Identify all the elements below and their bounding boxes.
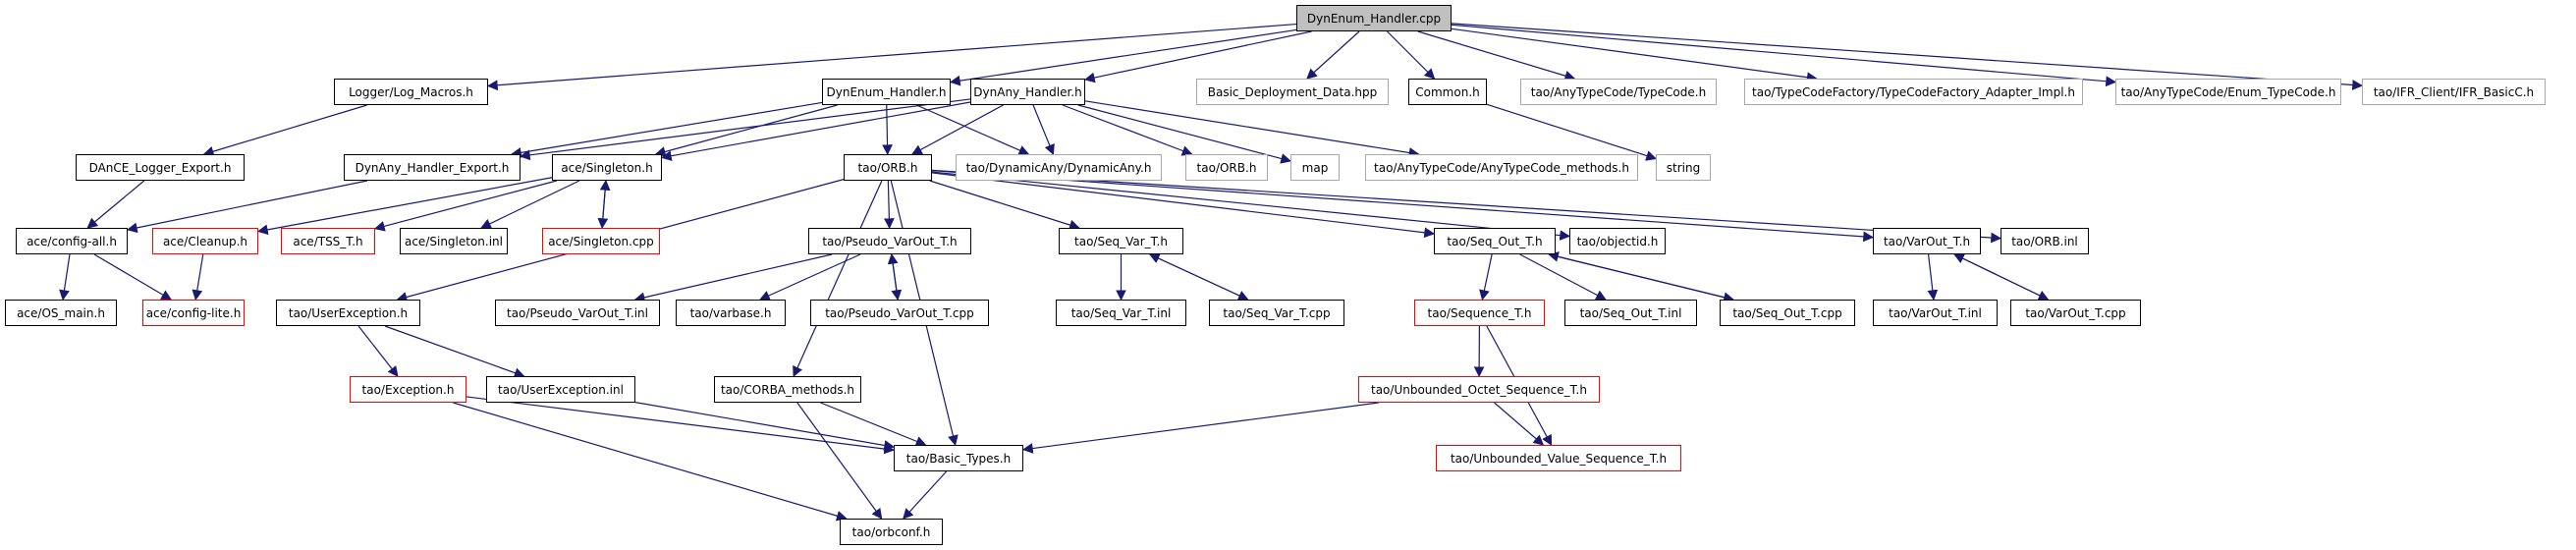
node-tao-basic-types-h[interactable]: tao/Basic_Types.h bbox=[894, 445, 1023, 471]
edge-node-dynany-handler-export-h-to-node-ace-config-all-h bbox=[128, 181, 367, 230]
node-tao-userexception-h[interactable]: tao/UserException.h bbox=[276, 300, 420, 326]
edge-node-tao-pseudo-varout-t-h-to-node-tao-pseudo-varout-t-inl bbox=[635, 254, 832, 300]
node-string: string bbox=[1656, 154, 1711, 181]
edge-node-tao-pseudo-varout-t-cpp-to-node-tao-pseudo-varout-t-h bbox=[892, 254, 898, 300]
node-tao-anytypecode-typecode-h: tao/AnyTypeCode/TypeCode.h bbox=[1520, 79, 1717, 105]
node-logger-log-macros-h[interactable]: Logger/Log_Macros.h bbox=[334, 79, 488, 105]
node-tao-orb-h-2: tao/ORB.h bbox=[1185, 154, 1268, 181]
node-tao-varout-t-h[interactable]: tao/VarOut_T.h bbox=[1873, 228, 1981, 254]
edge-node-logger-log-macros-h-to-node-dance-logger-export-h bbox=[204, 105, 367, 154]
node-dance-logger-export-h[interactable]: DAnCE_Logger_Export.h bbox=[76, 154, 245, 181]
edge-node-tao-varout-t-cpp-to-node-tao-varout-t-h bbox=[1954, 254, 2048, 300]
node-tao-orbconf-h[interactable]: tao/orbconf.h bbox=[840, 519, 943, 545]
edge-node-dynenum-handler-cpp-to-node-common-h bbox=[1388, 31, 1435, 79]
node-ace-singleton-inl[interactable]: ace/Singleton.inl bbox=[400, 228, 508, 254]
node-tao-dynamicany-dynamicany-h: tao/DynamicAny/DynamicAny.h bbox=[956, 154, 1162, 181]
node-tao-anytypecode-methods-h: tao/AnyTypeCode/AnyTypeCode_methods.h bbox=[1365, 154, 1638, 181]
node-tao-unbounded-octet-sequence-t-h[interactable]: tao/Unbounded_Octet_Sequence_T.h bbox=[1358, 376, 1600, 403]
edge-node-tao-userexception-inl-to-node-tao-basic-types-h bbox=[635, 403, 894, 447]
edge-node-tao-unbounded-octet-sequence-t-h-to-node-tao-unbounded-value-sequence-t-h bbox=[1495, 403, 1544, 445]
edge-node-ace-cleanup-h-to-node-ace-config-lite-h bbox=[195, 254, 203, 300]
edge-node-dynany-handler-h-to-node-tao-orb-h bbox=[912, 105, 1004, 154]
edge-node-dance-logger-export-h-to-node-ace-config-all-h bbox=[87, 181, 144, 228]
edge-node-dynany-handler-h-to-node-dynany-handler-export-h bbox=[521, 99, 970, 156]
node-tao-userexception-inl[interactable]: tao/UserException.inl bbox=[486, 376, 635, 403]
edge-node-ace-singleton-cpp-to-node-ace-singleton-h bbox=[602, 181, 606, 228]
node-dynenum-handler-h[interactable]: DynEnum_Handler.h bbox=[822, 79, 951, 105]
node-ace-cleanup-h[interactable]: ace/Cleanup.h bbox=[152, 228, 258, 254]
edge-node-tao-seq-out-t-h-to-node-tao-seq-out-t-inl bbox=[1520, 254, 1606, 300]
edge-node-dynenum-handler-cpp-to-node-logger-log-macros-h bbox=[488, 25, 1296, 86]
node-tao-varout-t-inl[interactable]: tao/VarOut_T.inl bbox=[1873, 300, 1998, 326]
edge-node-tao-userexception-h-to-node-tao-exception-h bbox=[358, 326, 398, 376]
edge-node-common-h-to-node-string bbox=[1487, 104, 1656, 158]
node-tao-seq-var-t-cpp[interactable]: tao/Seq_Var_T.cpp bbox=[1209, 300, 1344, 326]
node-tao-seq-var-t-h[interactable]: tao/Seq_Var_T.h bbox=[1059, 228, 1183, 254]
edge-node-dynenum-handler-cpp-to-node-tao-anytypecode-typecode-h bbox=[1418, 31, 1574, 79]
edge-node-dynany-handler-h-to-node-tao-anytypecode-methods-h bbox=[1085, 101, 1418, 154]
node-dynenum-handler-cpp: DynEnum_Handler.cpp bbox=[1296, 5, 1452, 31]
node-tao-pseudo-varout-t-inl[interactable]: tao/Pseudo_VarOut_T.inl bbox=[495, 300, 660, 326]
edge-node-tao-seq-out-t-h-to-node-tao-sequence-t-h bbox=[1482, 254, 1492, 300]
edge-node-ace-config-all-h-to-node-ace-os-main-h bbox=[63, 254, 70, 300]
node-tao-objectid-h[interactable]: tao/objectid.h bbox=[1569, 228, 1666, 254]
edge-node-tao-orb-h-to-node-tao-pseudo-varout-t-h bbox=[888, 181, 889, 228]
edge-node-dynenum-handler-h-to-node-ace-singleton-h bbox=[656, 105, 838, 154]
node-tao-unbounded-value-sequence-t-h[interactable]: tao/Unbounded_Value_Sequence_T.h bbox=[1436, 445, 1681, 471]
edge-node-dynany-handler-h-to-node-map bbox=[1078, 105, 1290, 161]
edge-node-tao-userexception-h-to-node-tao-userexception-inl bbox=[385, 326, 524, 376]
edge-node-tao-varout-t-h-to-node-tao-varout-t-inl bbox=[1929, 254, 1934, 300]
node-tao-pseudo-varout-t-h[interactable]: tao/Pseudo_VarOut_T.h bbox=[808, 228, 971, 254]
edge-node-dynany-handler-h-to-node-tao-dynamicany-dynamicany-h bbox=[1033, 105, 1053, 154]
edge-node-ace-config-all-h-to-node-ace-config-lite-h bbox=[94, 254, 171, 300]
node-tao-typecodefactory-adapter-impl-h: tao/TypeCodeFactory/TypeCodeFactory_Adapter_Impl.h bbox=[1744, 79, 2083, 105]
node-tao-corba-methods-h[interactable]: tao/CORBA_methods.h bbox=[714, 376, 861, 403]
node-tao-seq-out-t-h[interactable]: tao/Seq_Out_T.h bbox=[1434, 228, 1556, 254]
node-ace-config-all-h[interactable]: ace/config-all.h bbox=[16, 228, 128, 254]
edge-node-dynenum-handler-cpp-to-node-basic-deployment-data-hpp bbox=[1307, 31, 1359, 79]
edge-node-tao-orb-h-to-node-tao-objectid-h bbox=[932, 172, 1569, 237]
node-tao-varbase-h[interactable]: tao/varbase.h bbox=[676, 300, 786, 326]
edge-node-tao-corba-methods-h-to-node-tao-orbconf-h bbox=[797, 403, 882, 519]
edge-node-dynenum-handler-cpp-to-node-tao-ifr-client-ifr-basicc-h bbox=[1452, 24, 2362, 85]
node-tao-varout-t-cpp[interactable]: tao/VarOut_T.cpp bbox=[2010, 300, 2141, 326]
node-ace-tss-t-h[interactable]: ace/TSS_T.h bbox=[281, 228, 375, 254]
node-ace-singleton-cpp[interactable]: ace/Singleton.cpp bbox=[542, 228, 660, 254]
node-tao-anytypecode-enum-typecode-h: tao/AnyTypeCode/Enum_TypeCode.h bbox=[2115, 79, 2341, 105]
edge-node-tao-corba-methods-h-to-node-tao-basic-types-h bbox=[821, 403, 926, 445]
node-tao-ifr-client-ifr-basicc-h: tao/IFR_Client/IFR_BasicC.h bbox=[2362, 79, 2546, 105]
node-tao-exception-h[interactable]: tao/Exception.h bbox=[350, 376, 466, 403]
edge-node-tao-unbounded-octet-sequence-t-h-to-node-tao-basic-types-h bbox=[1023, 403, 1379, 450]
edge-node-tao-seq-out-t-cpp-to-node-tao-seq-out-t-h bbox=[1549, 254, 1733, 300]
node-ace-os-main-h[interactable]: ace/OS_main.h bbox=[5, 300, 117, 326]
edge-node-dynenum-handler-h-to-node-tao-orb-h bbox=[887, 105, 888, 154]
node-tao-orb-h[interactable]: tao/ORB.h bbox=[844, 154, 932, 181]
node-dynany-handler-h[interactable]: DynAny_Handler.h bbox=[970, 79, 1085, 105]
edge-node-tao-orb-h-to-node-tao-seq-out-t-h bbox=[932, 173, 1434, 234]
node-tao-sequence-t-h[interactable]: tao/Sequence_T.h bbox=[1414, 300, 1545, 326]
node-basic-deployment-data-hpp: Basic_Deployment_Data.hpp bbox=[1196, 79, 1389, 105]
node-tao-orb-inl[interactable]: tao/ORB.inl bbox=[2001, 228, 2089, 254]
node-tao-seq-var-t-inl[interactable]: tao/Seq_Var_T.inl bbox=[1056, 300, 1186, 326]
edge-node-tao-basic-types-h-to-node-tao-orbconf-h bbox=[904, 471, 947, 519]
edge-node-dynenum-handler-h-to-node-dynany-handler-export-h bbox=[512, 102, 822, 154]
node-tao-seq-out-t-cpp[interactable]: tao/Seq_Out_T.cpp bbox=[1720, 300, 1855, 326]
edge-node-ace-singleton-h-to-node-ace-cleanup-h bbox=[258, 178, 552, 232]
edge-node-tao-seq-var-t-cpp-to-node-tao-seq-var-t-h bbox=[1150, 254, 1248, 300]
node-dynany-handler-export-h[interactable]: DynAny_Handler_Export.h bbox=[344, 154, 521, 181]
edge-node-tao-pseudo-varout-t-h-to-node-tao-varbase-h bbox=[760, 254, 860, 300]
edge-node-dynenum-handler-h-to-node-tao-dynamicany-dynamicany-h bbox=[916, 105, 1028, 154]
edge-node-dynenum-handler-cpp-to-node-dynany-handler-h bbox=[1085, 31, 1312, 80]
node-tao-seq-out-t-inl[interactable]: tao/Seq_Out_T.inl bbox=[1564, 300, 1697, 326]
node-map: map bbox=[1290, 154, 1340, 181]
node-ace-config-lite-h[interactable]: ace/config-lite.h bbox=[142, 300, 245, 326]
node-common-h[interactable]: Common.h bbox=[1408, 79, 1487, 105]
edge-node-tao-exception-h-to-node-tao-basic-types-h bbox=[466, 397, 894, 450]
node-ace-singleton-h[interactable]: ace/Singleton.h bbox=[552, 154, 662, 181]
node-tao-pseudo-varout-t-cpp[interactable]: tao/Pseudo_VarOut_T.cpp bbox=[810, 300, 989, 326]
